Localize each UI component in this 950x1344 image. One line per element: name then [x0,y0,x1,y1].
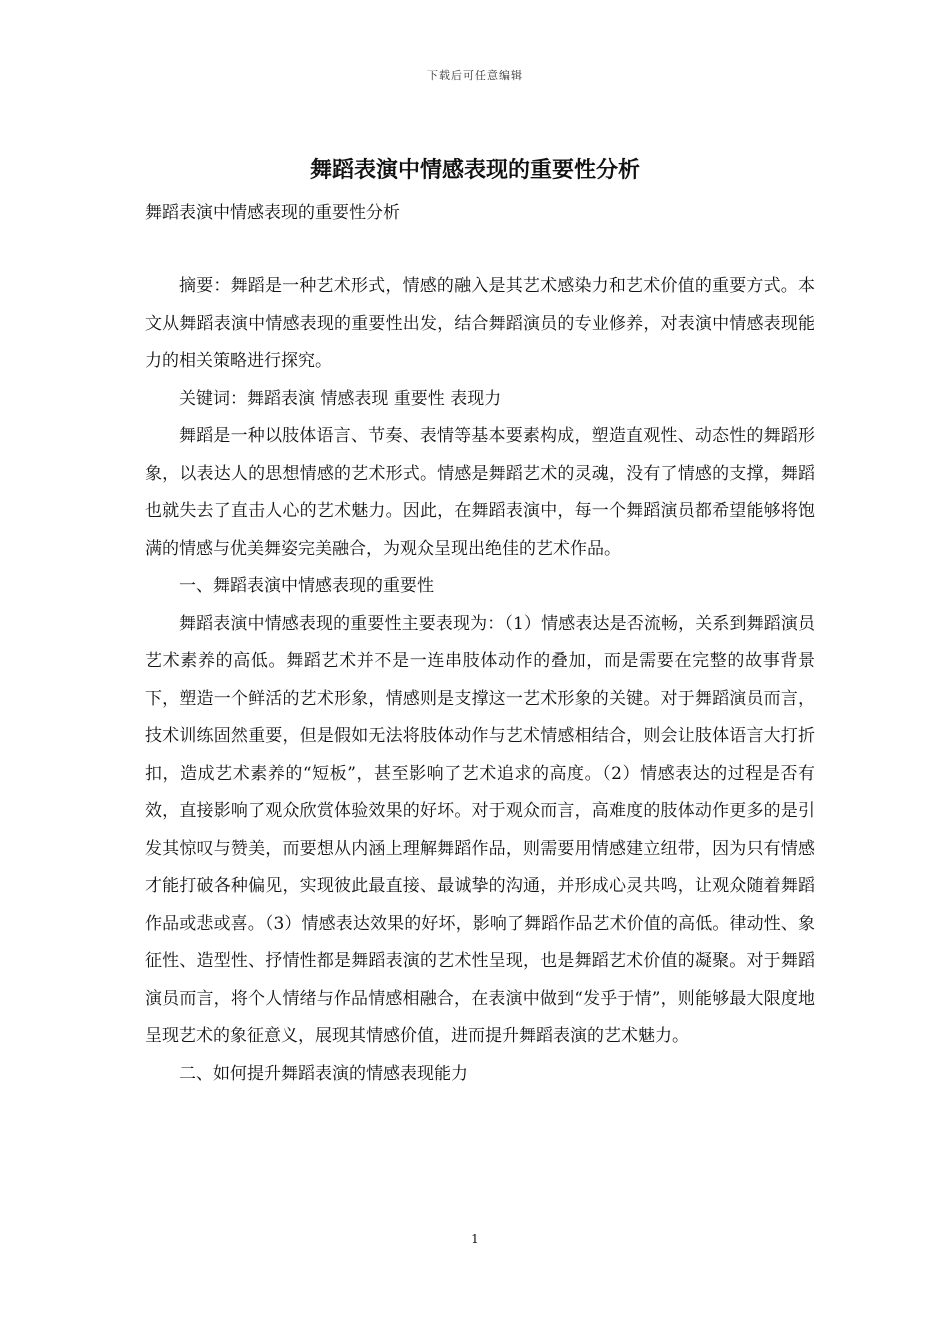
document-body [145,268,815,1093]
intro-paragraph: 舞蹈是一种以肢体语言、节奏、表情等基本要素构成，塑造直观性、动态性的舞蹈形象，以表达人的思想情感的艺术形式。情感是舞蹈艺术的灵魂，没有了情感的支撑，舞蹈也就失去了直击人心的艺术魅力。因此，在舞蹈表演中，每一个舞蹈演员都希望能够将饱满的情感与优美舞姿完美融合，为观众呈现出绝佳的艺术作品。 [145,426,815,559]
section-heading-1: 一、舞蹈表演中情感表现的重要性 [179,576,434,596]
section-1-paragraph: 舞蹈表演中情感表现的重要性主要表现为：（1）情感表达是否流畅，关系到舞蹈演员艺术素养的高低。舞蹈艺术并不是一连串肢体动作的叠加，而是需要在完整的故事背景下，塑造一个鲜活的艺术形象，情感则是支撑这一艺术形象的关键。对于舞蹈演员而言，技术训练固然重要，但是假如无法将肢体动作与艺术情感相结合，则会让肢体语言大打折扣，造成艺术素养的“短板”，甚至影响了艺术追求的高度。（2）情感表达的过程是否有效，直接影响了观众欣赏体验效果的好坏。对于观众而言，高难度的肢体动作更多的是引发其惊叹与赞美，而要想从内涵上理解舞蹈作品，则需要用情感建立纽带，因为只有情感才能打破各种偏见，实现彼此最直接、最诚挚的沟通，并形成心灵共鸣，让观众随着舞蹈作品或悲或喜。（3）情感表达效果的好坏，影响了舞蹈作品艺术价值的高低。律动性、象征性、造型性、抒情性都是舞蹈表演的艺术性呈现，也是舞蹈艺术价值的凝聚。对于舞蹈演员而言，将个人情绪与作品情感相融合，在表演中做到“发乎于情”，则能够最大限度地呈现艺术的象征意义，展现其情感价值，进而提升舞蹈表演的艺术魅力。 [145,613,815,1046]
section-heading-2: 二、如何提升舞蹈表演的情感表现能力 [179,1063,468,1084]
document-title: 舞蹈表演中情感表现的重要性分析 [309,157,640,183]
document-subtitle: 舞蹈表演中情感表现的重要性分析 [145,203,400,223]
page-number: 1 [471,1232,479,1246]
header-note: 下载后可任意编辑 [427,69,523,82]
keywords-paragraph: 关键词：舞蹈表演 情感表现 重要性 表现力 [179,388,502,409]
abstract-paragraph: 摘要：舞蹈是一种艺术形式，情感的融入是其艺术感染力和艺术价值的重要方式。本文从舞蹈表演中情感表现的重要性出发，结合舞蹈演员的专业修养，对表演中情感表现能力的相关策略进行探究。 [145,276,815,371]
